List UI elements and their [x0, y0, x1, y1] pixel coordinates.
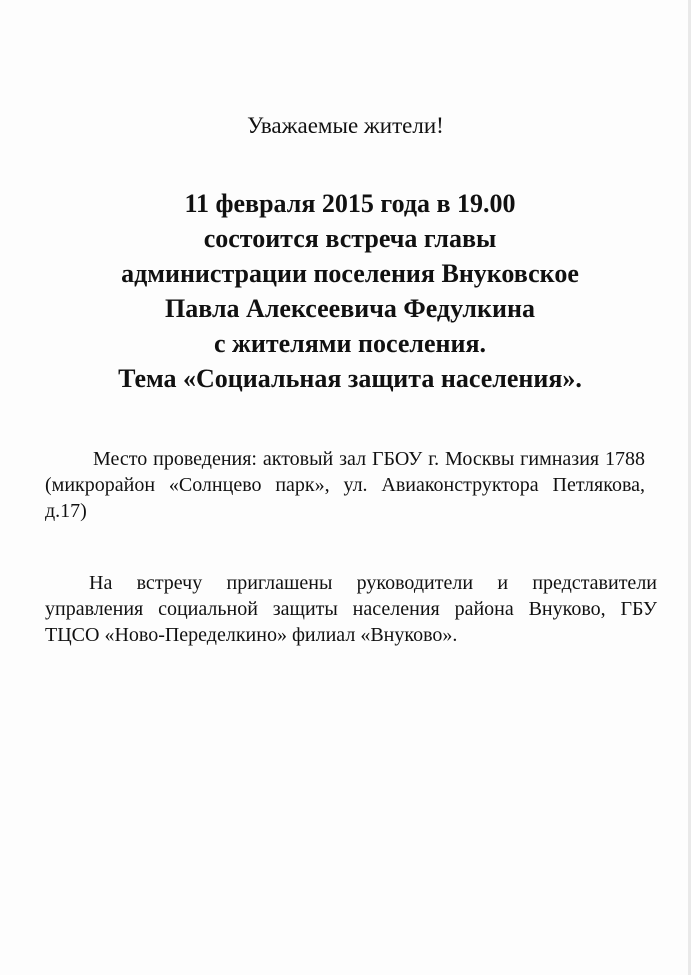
headline-line-administration: администрации поселения Внуковское	[121, 259, 579, 288]
venue-paragraph: Место проведения: актовый зал ГБОУ г. Москвы гимназия 1788 (микрорайон «Солнцево парк», ул. Авиаконструктора Петлякова, д.17)	[45, 448, 645, 522]
headline-line-topic: Тема «Социальная защита населения».	[118, 364, 582, 393]
headline-line-residents: с жителями поселения.	[213, 329, 487, 358]
greeting: Уважаемые жители!	[247, 113, 444, 138]
headline-line-name: Павла Алексеевича Федулкина	[165, 294, 535, 323]
headline-line-meeting: состоится встреча главы	[203, 224, 497, 253]
invitees-paragraph: На встречу приглашены руководители и представители управления социальной защиты населения района Внуково, ГБУ ТЦСО «Ново-Переделкино» филиал «Внуково».	[45, 572, 657, 646]
headline-line-date: 11 февраля 2015 года в 19.00	[184, 189, 516, 218]
announcement-headline	[30, 186, 670, 396]
